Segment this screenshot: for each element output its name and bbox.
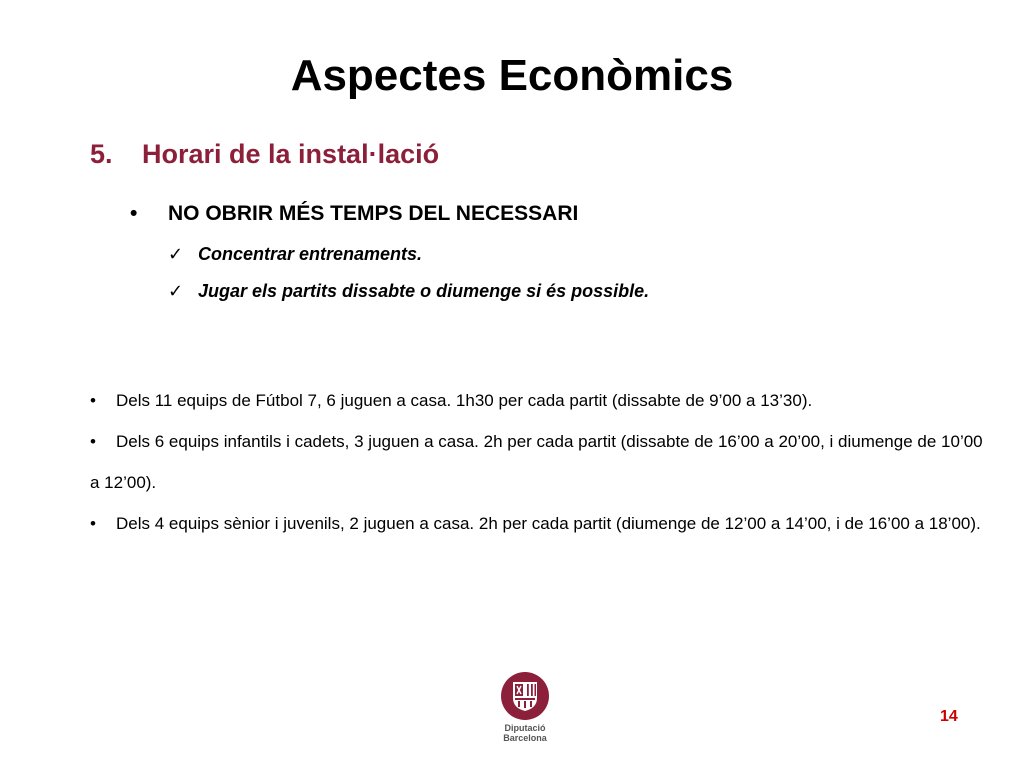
main-point-bullet: •: [130, 202, 138, 225]
sub-point: [168, 277, 649, 305]
detail-item: [90, 503, 990, 544]
logo-text-line1: Diputació: [504, 723, 546, 733]
main-point-text: NO OBRIR MÉS TEMPS DEL NECESSARI: [168, 202, 579, 225]
main-point: [130, 198, 578, 230]
detail-bullet: •: [90, 391, 96, 410]
detail-text: Dels 11 equips de Fútbol 7, 6 juguen a casa. 1h30 per cada partit (dissabte de 9’00 a 13’30).: [116, 391, 813, 410]
logo-text-line2: Barcelona: [503, 733, 547, 743]
section-heading-text: Horari de la instal·lació: [142, 139, 440, 169]
slide-title: Aspectes Econòmics: [290, 51, 734, 100]
detail-text: Dels 4 equips sènior i juvenils, 2 juguen a casa. 2h per cada partit (diumenge de 12’00 a 14’00, i de 16’00 a 18’00).: [116, 514, 981, 533]
diputacio-logo: [494, 672, 556, 748]
detail-bullet: •: [90, 514, 96, 533]
sub-point-list: [168, 240, 649, 314]
section-heading: [90, 136, 439, 172]
diputacio-coat-of-arms-icon: [501, 672, 549, 720]
sub-point: [168, 240, 649, 268]
checkmark-icon: ✓: [168, 244, 184, 264]
details-list: [90, 380, 990, 544]
page-number: 14: [940, 708, 958, 725]
detail-item: [90, 380, 990, 421]
detail-text: Dels 6 equips infantils i cadets, 3 juguen a casa. 2h per cada partit (dissabte de 16’00 a 20’00, i diumenge de 10’00 a 12’00).: [90, 432, 983, 492]
section-number: 5.: [90, 139, 113, 169]
sub-point-text: Concentrar entrenaments.: [198, 244, 423, 264]
detail-bullet: •: [90, 432, 96, 451]
detail-item: [90, 421, 990, 503]
checkmark-icon: ✓: [168, 281, 184, 301]
sub-point-text: Jugar els partits dissabte o diumenge si és possible.: [198, 281, 650, 301]
